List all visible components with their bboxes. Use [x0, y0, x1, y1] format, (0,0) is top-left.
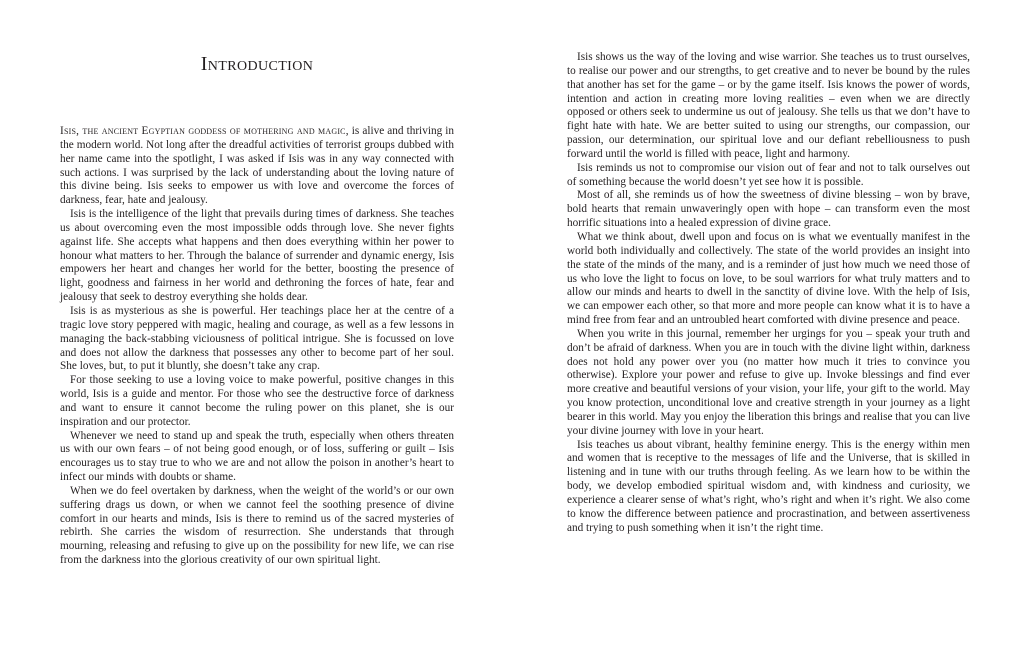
- paragraph: What we think about, dwell upon and focus on is what we eventually manifest in the world both individually and collectively. The state of the world provides an insight into the state of the minds of the many, and is a reminder of just how much we need those of us who love the light to focus on love, to be soul warriors for what truly matters and to allow our minds and hearts to dwell in the sanctity of divine love. With the help of Isis, we can empower each other, so that more and more people can know what it is to have a mind free from fear and an untroubled heart comforted with divine presence and peace.: [567, 230, 970, 327]
- paragraph-text: is alive and thriving in the modern world. Not long after the dreadful activities of terrorist groups dubbed with her name came into the spotlight, I was asked if Isis was in any way connected with such actions. I was surprised by the lack of understanding about the loving nature of this divine being. Isis seeks to empower us with love and overcome the forces of darkness, fear, hate and jealousy.: [60, 125, 454, 207]
- right-page: [567, 0, 970, 536]
- left-page-body: [60, 125, 454, 568]
- paragraph: Most of all, she reminds us of how the sweetness of divine blessing – won by brave, bold hearts that remain unwaveringly open with hope – can transform even the most horrific situations into a healed expression of divine grace.: [567, 189, 970, 230]
- right-page-body: [567, 51, 970, 536]
- paragraph: Isis reminds us not to compromise our vision out of fear and not to talk ourselves out of something because the world doesn’t yet see how it is possible.: [567, 161, 970, 188]
- paragraph: Isis teaches us about vibrant, healthy feminine energy. This is the energy within men and women that is receptive to the messages of life and the Universe, that is skilled in listening and in tune with our truths through feeling. As we learn how to be within the body, we develop embodied spiritual wisdom and, with kindness and curiosity, we experience a clearer sense of what’s right, who’s right and when it’s right. We also come to know the difference between patience and procrastination, and between assertiveness and trying to push something when it isn’t the right time.: [567, 438, 970, 534]
- left-page: [60, 0, 454, 568]
- paragraph: Isis is the intelligence of the light that prevails during times of darkness. She teaches us about overcoming even the most impossible odds through love. She never fights against life. She accepts what happens and then does everything within her power to honour what matters to her. Through the balance of surrender and dynamic energy, Isis empowers her heart and changes her world for the better, boosting the presence of light, goodness and fairness in her world and dethroning the forces of hate, fear and jealousy that seek to destroy everything she holds dear.: [60, 208, 454, 304]
- page-title: Introduction: [200, 53, 314, 75]
- paragraph: [60, 125, 454, 208]
- paragraph: Isis shows us the way of the loving and wise warrior. She teaches us to trust ourselves, to realise our power and our strengths, to get creative and to never be bound by the rules that another has set for the game – or by the game itself. Isis knows the power of words, intention and action in creating more loving realities – even when we are directly opposed or others seek to undermine us out of jealousy. She tells us that we don’t have to fight hate with hate. We are better suited to using our strengths, our compassion, our passion, our determination, our spiritual love and our defiant rebelliousness to push forward until the world is filled with peace, light and harmony.: [567, 51, 970, 160]
- lead-in-small-caps: Isis, the ancient Egyptian goddess of mothering and magic,: [60, 125, 349, 137]
- paragraph: Isis is as mysterious as she is powerful. Her teachings place her at the centre of a tragic love story peppered with magic, healing and courage, as well as a few lessons in managing the back-stabbing viciousness of political intrigue. She is focussed on love and does not allow the darkness that possesses any other to become part of her soul. She loves, but, to put it bluntly, she doesn’t take any crap.: [60, 304, 454, 373]
- paragraph: Whenever we need to stand up and speak the truth, especially when others threaten us with our own fears – of not being good enough, or of loss, suffering or guilt – Isis encourages us to stay true to who we are and not allow the poison in another’s heart to infect our minds with doubts or shame.: [60, 429, 454, 484]
- paragraph: When you write in this journal, remember her urgings for you – speak your truth and don’t be afraid of darkness. When you are in touch with the divine light within, darkness does not hold any power over you (no matter how much it tries to convince you otherwise). Explore your power and refuse to give up. Invoke blessings and find ever more creative and beautiful versions of your vision, your life, your gift to the world. May you know protection, unconditional love and creative strength in your journey as a light bearer in this world. May you enjoy the liberation this brings and realise that you can live your divine journey with love in your heart.: [567, 327, 970, 437]
- paragraph: When we do feel overtaken by darkness, when the weight of the world’s or our own suffering drags us down, or when we cannot feel the soothing presence of divine comfort in our hearts and minds, Isis is there to remind us of the sacred mysteries of rebirth. She carries the wisdom of resurrection. She understands that through mourning, releasing and refusing to give up on the possibility for new life, we can rise from the darkness into the glorious creativity of our own spiritual light.: [60, 484, 454, 567]
- paragraph: For those seeking to use a loving voice to make powerful, positive changes in this world, Isis is a guide and mentor. For those who see the destructive force of darkness and want to ensure it cannot become the ruling power on this planet, she is our inspiration and our protector.: [60, 374, 454, 428]
